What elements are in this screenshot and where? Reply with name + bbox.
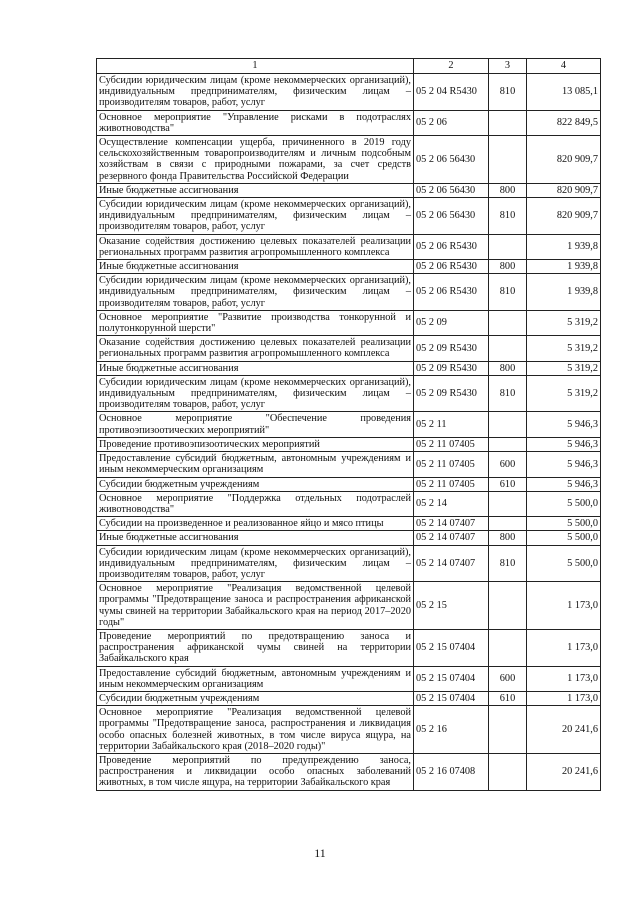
table-row [97,361,601,375]
row-code-cell: 05 2 06 56430 [414,183,489,197]
row-code-cell: 05 2 14 07407 [414,517,489,531]
table-row [97,260,601,274]
row-name-cell: Осуществление компенсации ущерба, причиненного в 2019 году сельскохозяйственным товаропроизводителям и личным подсобным хозяйствам в связи с природными пожарами, за счет средств резервного фонда Правительства Российской Федерации [97,136,414,184]
budget-table [96,58,601,791]
table-row [97,517,601,531]
row-code-cell: 05 2 04 R5430 [414,74,489,111]
table-row [97,136,601,184]
row-type-cell: 800 [489,183,527,197]
row-sum-cell: 820 909,7 [527,136,601,184]
row-name-cell: Оказание содействия достижению целевых показателей реализации региональных программ развития агропромышленного комплекса [97,336,414,361]
table-header-row [97,59,601,74]
row-name-cell: Основное мероприятие "Поддержка отдельных подотраслей животноводства" [97,491,414,516]
row-code-cell: 05 2 09 R5430 [414,336,489,361]
row-type-cell: 600 [489,452,527,477]
row-name-cell: Иные бюджетные ассигнования [97,531,414,545]
row-code-cell: 05 2 14 [414,491,489,516]
row-sum-cell: 5 500,0 [527,517,601,531]
row-code-cell: 05 2 11 [414,412,489,437]
table-row [97,274,601,311]
row-code-cell: 05 2 11 07405 [414,452,489,477]
row-name-cell: Проведение мероприятий по предотвращению заноса и распространения африканской чумы свиней на территории Забайкальского края [97,629,414,666]
row-type-cell [489,582,527,630]
row-code-cell: 05 2 16 [414,706,489,754]
row-name-cell: Субсидии бюджетным учреждениям [97,691,414,705]
row-sum-cell: 1 173,0 [527,666,601,691]
row-sum-cell: 5 946,3 [527,477,601,491]
row-type-cell [489,491,527,516]
row-type-cell: 810 [489,545,527,582]
row-sum-cell: 5 946,3 [527,412,601,437]
page-number: 11 [314,846,326,860]
row-code-cell: 05 2 09 [414,310,489,335]
table-row [97,753,601,790]
row-name-cell: Иные бюджетные ассигнования [97,260,414,274]
row-type-cell [489,234,527,259]
row-name-cell: Проведение мероприятий по предупреждению заноса, распространения и ликвидации особо опасных заболеваний животных, в том числе ящура, на территории Забайкальского края [97,753,414,790]
row-code-cell: 05 2 06 56430 [414,198,489,235]
row-code-cell: 05 2 15 07404 [414,666,489,691]
row-sum-cell: 1 173,0 [527,629,601,666]
row-type-cell [489,706,527,754]
table-row [97,375,601,412]
table-row [97,110,601,135]
row-type-cell [489,336,527,361]
table-row [97,234,601,259]
row-type-cell: 800 [489,361,527,375]
row-type-cell [489,110,527,135]
row-name-cell: Основное мероприятие "Реализация ведомственной целевой программы "Предотвращение заноса и распространения африканской чумы свиней на территории Забайкальского края на период 2017–2020 годы" [97,582,414,630]
table-row [97,412,601,437]
table-row [97,477,601,491]
row-code-cell: 05 2 09 R5430 [414,361,489,375]
row-name-cell: Оказание содействия достижению целевых показателей реализации региональных программ развития агропромышленного комплекса [97,234,414,259]
table-row [97,582,601,630]
row-sum-cell: 5 319,2 [527,310,601,335]
row-name-cell: Проведение противоэпизоотических мероприятий [97,437,414,451]
row-code-cell: 05 2 06 [414,110,489,135]
row-type-cell [489,517,527,531]
row-type-cell: 810 [489,274,527,311]
header-col-4: 4 [527,59,601,74]
row-code-cell: 05 2 16 07408 [414,753,489,790]
row-sum-cell: 1 173,0 [527,582,601,630]
row-code-cell: 05 2 14 07407 [414,531,489,545]
table-row [97,310,601,335]
table-row [97,452,601,477]
row-name-cell: Основное мероприятие "Развитие производства тонкорунной и полутонкорунной шерсти" [97,310,414,335]
row-name-cell: Субсидии бюджетным учреждениям [97,477,414,491]
row-name-cell: Предоставление субсидий бюджетным, автономным учреждениям и иным некоммерческим организациям [97,666,414,691]
row-name-cell: Предоставление субсидий бюджетным, автономным учреждениям и иным некоммерческим организациям [97,452,414,477]
row-sum-cell: 20 241,6 [527,753,601,790]
row-type-cell: 610 [489,691,527,705]
row-code-cell: 05 2 09 R5430 [414,375,489,412]
row-sum-cell: 5 500,0 [527,491,601,516]
table-row [97,531,601,545]
table-row [97,666,601,691]
row-sum-cell: 5 319,2 [527,361,601,375]
row-code-cell: 05 2 06 R5430 [414,274,489,311]
row-type-cell: 800 [489,260,527,274]
row-sum-cell: 5 500,0 [527,531,601,545]
table-row [97,691,601,705]
table-row [97,491,601,516]
row-name-cell: Субсидии юридическим лицам (кроме некоммерческих организаций), индивидуальным предпринимателям, физическим лицам – производителям товаров, работ, услуг [97,274,414,311]
row-type-cell: 810 [489,198,527,235]
row-code-cell: 05 2 15 [414,582,489,630]
row-sum-cell: 1 939,8 [527,274,601,311]
row-name-cell: Субсидии на произведенное и реализованное яйцо и мясо птицы [97,517,414,531]
table-row [97,336,601,361]
row-type-cell [489,136,527,184]
header-col-2: 2 [414,59,489,74]
row-name-cell: Субсидии юридическим лицам (кроме некоммерческих организаций), индивидуальным предпринимателям, физическим лицам – производителям товаров, работ, услуг [97,375,414,412]
row-type-cell [489,310,527,335]
row-type-cell: 810 [489,375,527,412]
header-col-3: 3 [489,59,527,74]
table-row [97,706,601,754]
row-type-cell [489,629,527,666]
table-body [97,74,601,791]
row-name-cell: Основное мероприятие "Управление рисками в подотраслях животноводства" [97,110,414,135]
row-type-cell: 600 [489,666,527,691]
row-name-cell: Субсидии юридическим лицам (кроме некоммерческих организаций), индивидуальным предпринимателям, физическим лицам – производителям товаров, работ, услуг [97,198,414,235]
row-sum-cell: 5 500,0 [527,545,601,582]
row-sum-cell: 1 939,8 [527,234,601,259]
table-row [97,629,601,666]
table-row [97,437,601,451]
row-name-cell: Субсидии юридическим лицам (кроме некоммерческих организаций), индивидуальным предпринимателям, физическим лицам – производителям товаров, работ, услуг [97,74,414,111]
row-sum-cell: 1 939,8 [527,260,601,274]
row-sum-cell: 820 909,7 [527,183,601,197]
row-type-cell: 810 [489,74,527,111]
row-code-cell: 05 2 06 56430 [414,136,489,184]
row-sum-cell: 20 241,6 [527,706,601,754]
row-name-cell: Иные бюджетные ассигнования [97,361,414,375]
table-row [97,545,601,582]
row-code-cell: 05 2 11 07405 [414,437,489,451]
row-code-cell: 05 2 15 07404 [414,691,489,705]
row-sum-cell: 5 319,2 [527,336,601,361]
row-sum-cell: 820 909,7 [527,198,601,235]
row-sum-cell: 13 085,1 [527,74,601,111]
row-code-cell: 05 2 14 07407 [414,545,489,582]
row-name-cell: Субсидии юридическим лицам (кроме некоммерческих организаций), индивидуальным предпринимателям, физическим лицам – производителям товаров, работ, услуг [97,545,414,582]
row-name-cell: Основное мероприятие "Реализация ведомственной целевой программы "Предотвращение заноса, распространения и ликвидация особо опасных болезней животных, в том числе вируса ящура, на территории Забайкальского края (2018–2020 годы)" [97,706,414,754]
row-type-cell [489,753,527,790]
row-sum-cell: 5 319,2 [527,375,601,412]
row-code-cell: 05 2 15 07404 [414,629,489,666]
row-sum-cell: 822 849,5 [527,110,601,135]
row-code-cell: 05 2 06 R5430 [414,260,489,274]
table-row [97,74,601,111]
header-col-1: 1 [97,59,414,74]
row-sum-cell: 5 946,3 [527,452,601,477]
row-name-cell: Основное мероприятие "Обеспечение проведения противоэпизоотических мероприятий" [97,412,414,437]
table-row [97,198,601,235]
row-code-cell: 05 2 06 R5430 [414,234,489,259]
row-code-cell: 05 2 11 07405 [414,477,489,491]
table-row [97,183,601,197]
row-name-cell: Иные бюджетные ассигнования [97,183,414,197]
row-type-cell [489,437,527,451]
row-sum-cell: 1 173,0 [527,691,601,705]
row-type-cell [489,412,527,437]
row-sum-cell: 5 946,3 [527,437,601,451]
row-type-cell: 610 [489,477,527,491]
row-type-cell: 800 [489,531,527,545]
